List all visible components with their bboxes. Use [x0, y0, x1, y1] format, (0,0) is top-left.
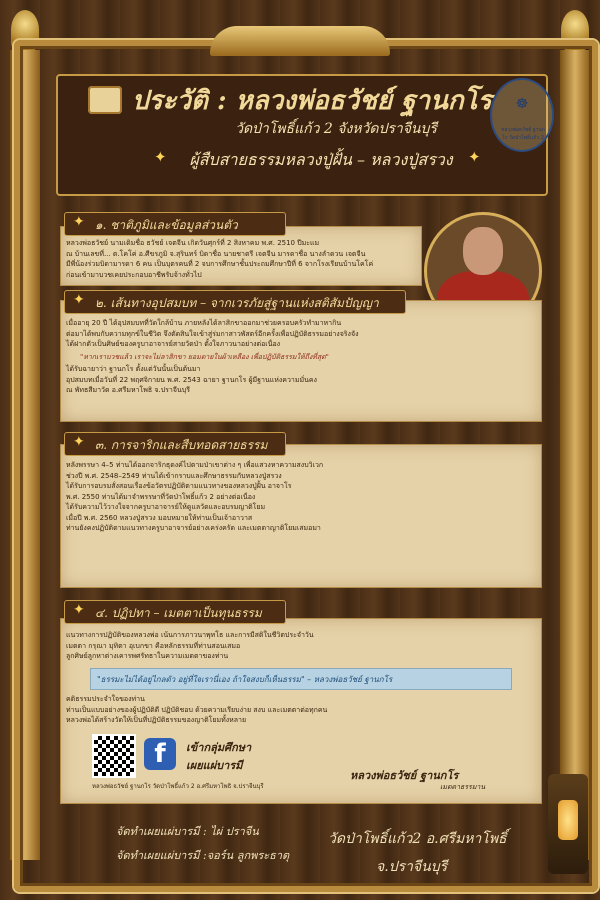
quote-banner-text: "ธรรมะไม่ได้อยู่ไกลตัว อยู่ที่ใจเรานี่เอง ถ้าใจสงบก็เห็นธรรม" – หลวงพ่อธวัชย์ ฐานกโร — [97, 675, 393, 684]
text-line: ได้รับความไว้วางใจจากครูบาอาจารย์ให้ดูแลวัดและอบรมญาติโยม — [66, 503, 266, 511]
text-line: ณ พัทธสีมาวัด อ.ศรีมหาโพธิ จ.ปราจีนบุรี — [66, 386, 190, 394]
scroll-icon — [88, 86, 122, 114]
facebook-icon[interactable]: f — [144, 738, 176, 770]
temple-footer-line-2: จ.ปราจีนบุรี — [376, 859, 448, 875]
section-4-body — [66, 630, 536, 662]
text-line: หลวงพ่อได้สร้างวัดให้เป็นที่ปฏิบัติธรรมของญาติโยมทั้งหลาย — [66, 716, 247, 724]
seal-glyph: ☸ — [515, 96, 529, 112]
section-2-title: ๒. เส้นทางอุปสมบท – จากเวรภัยสู่ฐานแห่งสติสัมปัญญา — [95, 296, 379, 310]
text-line: ท่านยังคงปฏิบัติตามแนวทางครูบาอาจารย์อย่างเคร่งครัด และเมตตาญาติโยมเสมอมา — [66, 524, 321, 532]
text-line: ณ บ้านเลขที่... ต.โคโค่ อ.ศีขรภูมิ จ.สุรินทร์ บิดาชื่อ นายชาตรี เจตจีน มารดาชื่อ นางลำดวน เจตจีน — [66, 249, 366, 258]
qr-code[interactable] — [92, 734, 136, 778]
page-title: ประวัติ : หลวงพ่อธวัชย์ ฐานกโร — [132, 86, 492, 116]
text-line: ก่อนเข้ามาบวชเคยประกอบอาชีพรับจ้างทั่วไป — [66, 270, 202, 279]
credit-line-2: จัดทำเผยแผ่บารมี :จอร์น ลูกพระธาตุ — [116, 849, 290, 862]
section-4-heading — [64, 600, 286, 624]
temple-seal — [490, 78, 554, 152]
section-3-heading — [64, 432, 286, 456]
text-line: ลูกศิษย์ลูกหาต่างเคารพศรัทธาในความเมตตาของท่าน — [66, 652, 229, 660]
signature-name: หลวงพ่อธวัชย์ ฐานกโร — [350, 769, 459, 782]
text-line: เมตตา กรุณา มุทิตา อุเบกขา คือหลักธรรมที่ท่านสอนเสมอ — [66, 641, 241, 650]
temple-footer-line-1: วัดป่าโพธิ์แก้ว2 อ.ศรีมหาโพธิ์ — [328, 831, 507, 847]
section-1-heading — [64, 212, 286, 236]
lineage-subtitle: ผู้สืบสายธรรมหลวงปู่ฝั้น – หลวงปู่สรวง — [189, 150, 453, 169]
text-line: แนวทางการปฏิบัติของหลวงพ่อ เน้นการภาวนาพุทโธ และการมีสติในชีวิตประจำวัน — [66, 631, 314, 639]
text-line: เมื่ออายุ 20 ปี ได้อุปสมบทที่วัดใกล้บ้าน ภายหลังได้ลาสิกขาออกมาช่วยครอบครัวทำมาหากิน — [66, 319, 342, 327]
monk-head — [463, 227, 503, 275]
sparkle-icon: ✦ — [73, 434, 85, 450]
text-line: เมื่อปี พ.ศ. 2560 หลวงปู่สรวง มอบหมายให้ท่านเป็นเจ้าอาวาส — [66, 513, 253, 522]
social-line-2[interactable]: เผยแผ่บารมี — [186, 759, 243, 772]
section-1-body — [66, 238, 416, 280]
credit-line-1: จัดทำเผยแผ่บารมี : ไผ่ ปราจีน — [116, 825, 259, 838]
text-line: ได้ฝากตัวเป็นศิษย์ของครูบาอาจารย์สายวัดป่า ตั้งใจภาวนาอย่างต่อเนื่อง — [66, 340, 281, 348]
sparkle-icon: ✦ — [73, 602, 85, 618]
text-line: ช่วงปี พ.ศ. 2548–2549 ท่านได้เข้ากราบและศึกษาธรรมกับหลวงปู่สรวง — [66, 471, 282, 480]
section-3-body — [66, 460, 536, 534]
sparkle-icon: ✦ — [73, 214, 85, 230]
text-line: หลวงพ่อธวัชย์ นามเดิมชื่อ ธวัชย์ เจตจีน เกิดวันศุกร์ที่ 2 สิงหาคม พ.ศ. 2510 ปีมะแม — [66, 239, 320, 247]
text-line: ต่อมาได้พบกับความทุกข์ในชีวิต จึงตัดสินใจเข้าสู่ร่มกาสาวพัสตร์อีกครั้งเพื่อปฏิบัติธรรมอย่างจริงจัง — [66, 329, 359, 338]
lantern-decoration — [548, 774, 588, 874]
section-4-title: ๔. ปฏิปทา – เมตตาเป็นทุนธรรม — [95, 606, 262, 620]
text-line: อุปสมบทเมื่อวันที่ 22 พฤศจิกายน พ.ศ. 2543 ฉายา ฐานกโร ผู้มีฐานแห่งความมั่นคง — [66, 375, 317, 384]
text-line: ท่านเป็นแบบอย่างของผู้ปฏิบัติดี ปฏิบัติชอบ ด้วยความเรียบง่าย สงบ และเมตตาต่อทุกคน — [66, 705, 328, 714]
section-2-body-continued — [66, 364, 536, 396]
sparkle-icon: ✦ — [73, 292, 85, 308]
text-line: ได้รับการอบรมสั่งสอนเรื่องข้อวัตรปฏิบัติตามแนวทางของหลวงปู่ฝั้น อาจาโร — [66, 482, 292, 490]
section-4-body-continued — [66, 694, 536, 726]
text-line: พ.ศ. 2550 ท่านได้มาจำพรรษาที่วัดป่าโพธิ์แก้ว 2 อย่างต่อเนื่อง — [66, 492, 256, 501]
section-2-quote: "หากเราบวชแล้ว เราจะไม่ลาสิกขา ยอมตายในผ้าเหลือง เพื่อปฏิบัติธรรมให้ถึงที่สุด" — [80, 353, 329, 361]
text-line: คติธรรมประจำใจของท่าน — [66, 695, 145, 703]
temple-subtitle: วัดป่าโพธิ์แก้ว 2 จังหวัดปราจีนบุรี — [235, 121, 437, 137]
seal-text: หลวงพ่อธวัชย์ ฐานกโร วัดป่าโพธิ์แก้ว 2 — [501, 127, 545, 141]
bottom-note: หลวงพ่อธวัชย์ ฐานกโร วัดป่าโพธิ์แก้ว 2 อ.ศรีมหาโพธิ จ.ปราจีนบุรี — [92, 783, 264, 790]
text-line: หลังพรรษา 4–5 ท่านได้ออกจาริกธุดงค์ไปตามป่าเขาต่าง ๆ เพื่อแสวงหาความสงบวิเวก — [66, 461, 324, 469]
text-line: ได้รับฉายาว่า ฐานกโร ตั้งแต่วันนั้นเป็นต้นมา — [66, 365, 201, 373]
section-1-title: ๑. ชาติภูมิและข้อมูลส่วนตัว — [95, 218, 238, 232]
section-3-title: ๓. การจาริกและสืบทอดสายธรรม — [95, 438, 268, 452]
signature-title: เมตตาธรรมาน — [440, 783, 486, 791]
section-2-body — [66, 318, 536, 350]
sparkle-icon: ✦ — [468, 148, 481, 166]
sparkle-icon: ✦ — [154, 148, 167, 166]
quote-banner — [90, 668, 512, 690]
section-2-heading — [64, 290, 406, 314]
social-line-1[interactable]: เข้ากลุ่มศึกษา — [186, 741, 252, 754]
text-line: มีพี่น้องร่วมบิดามารดา 6 คน เป็นบุตรคนที่ 2 จบการศึกษาชั้นประถมศึกษาปีที่ 6 จากโรงเรียนบ้านโคโค่ — [66, 260, 374, 268]
top-crest-ornament — [210, 26, 390, 56]
